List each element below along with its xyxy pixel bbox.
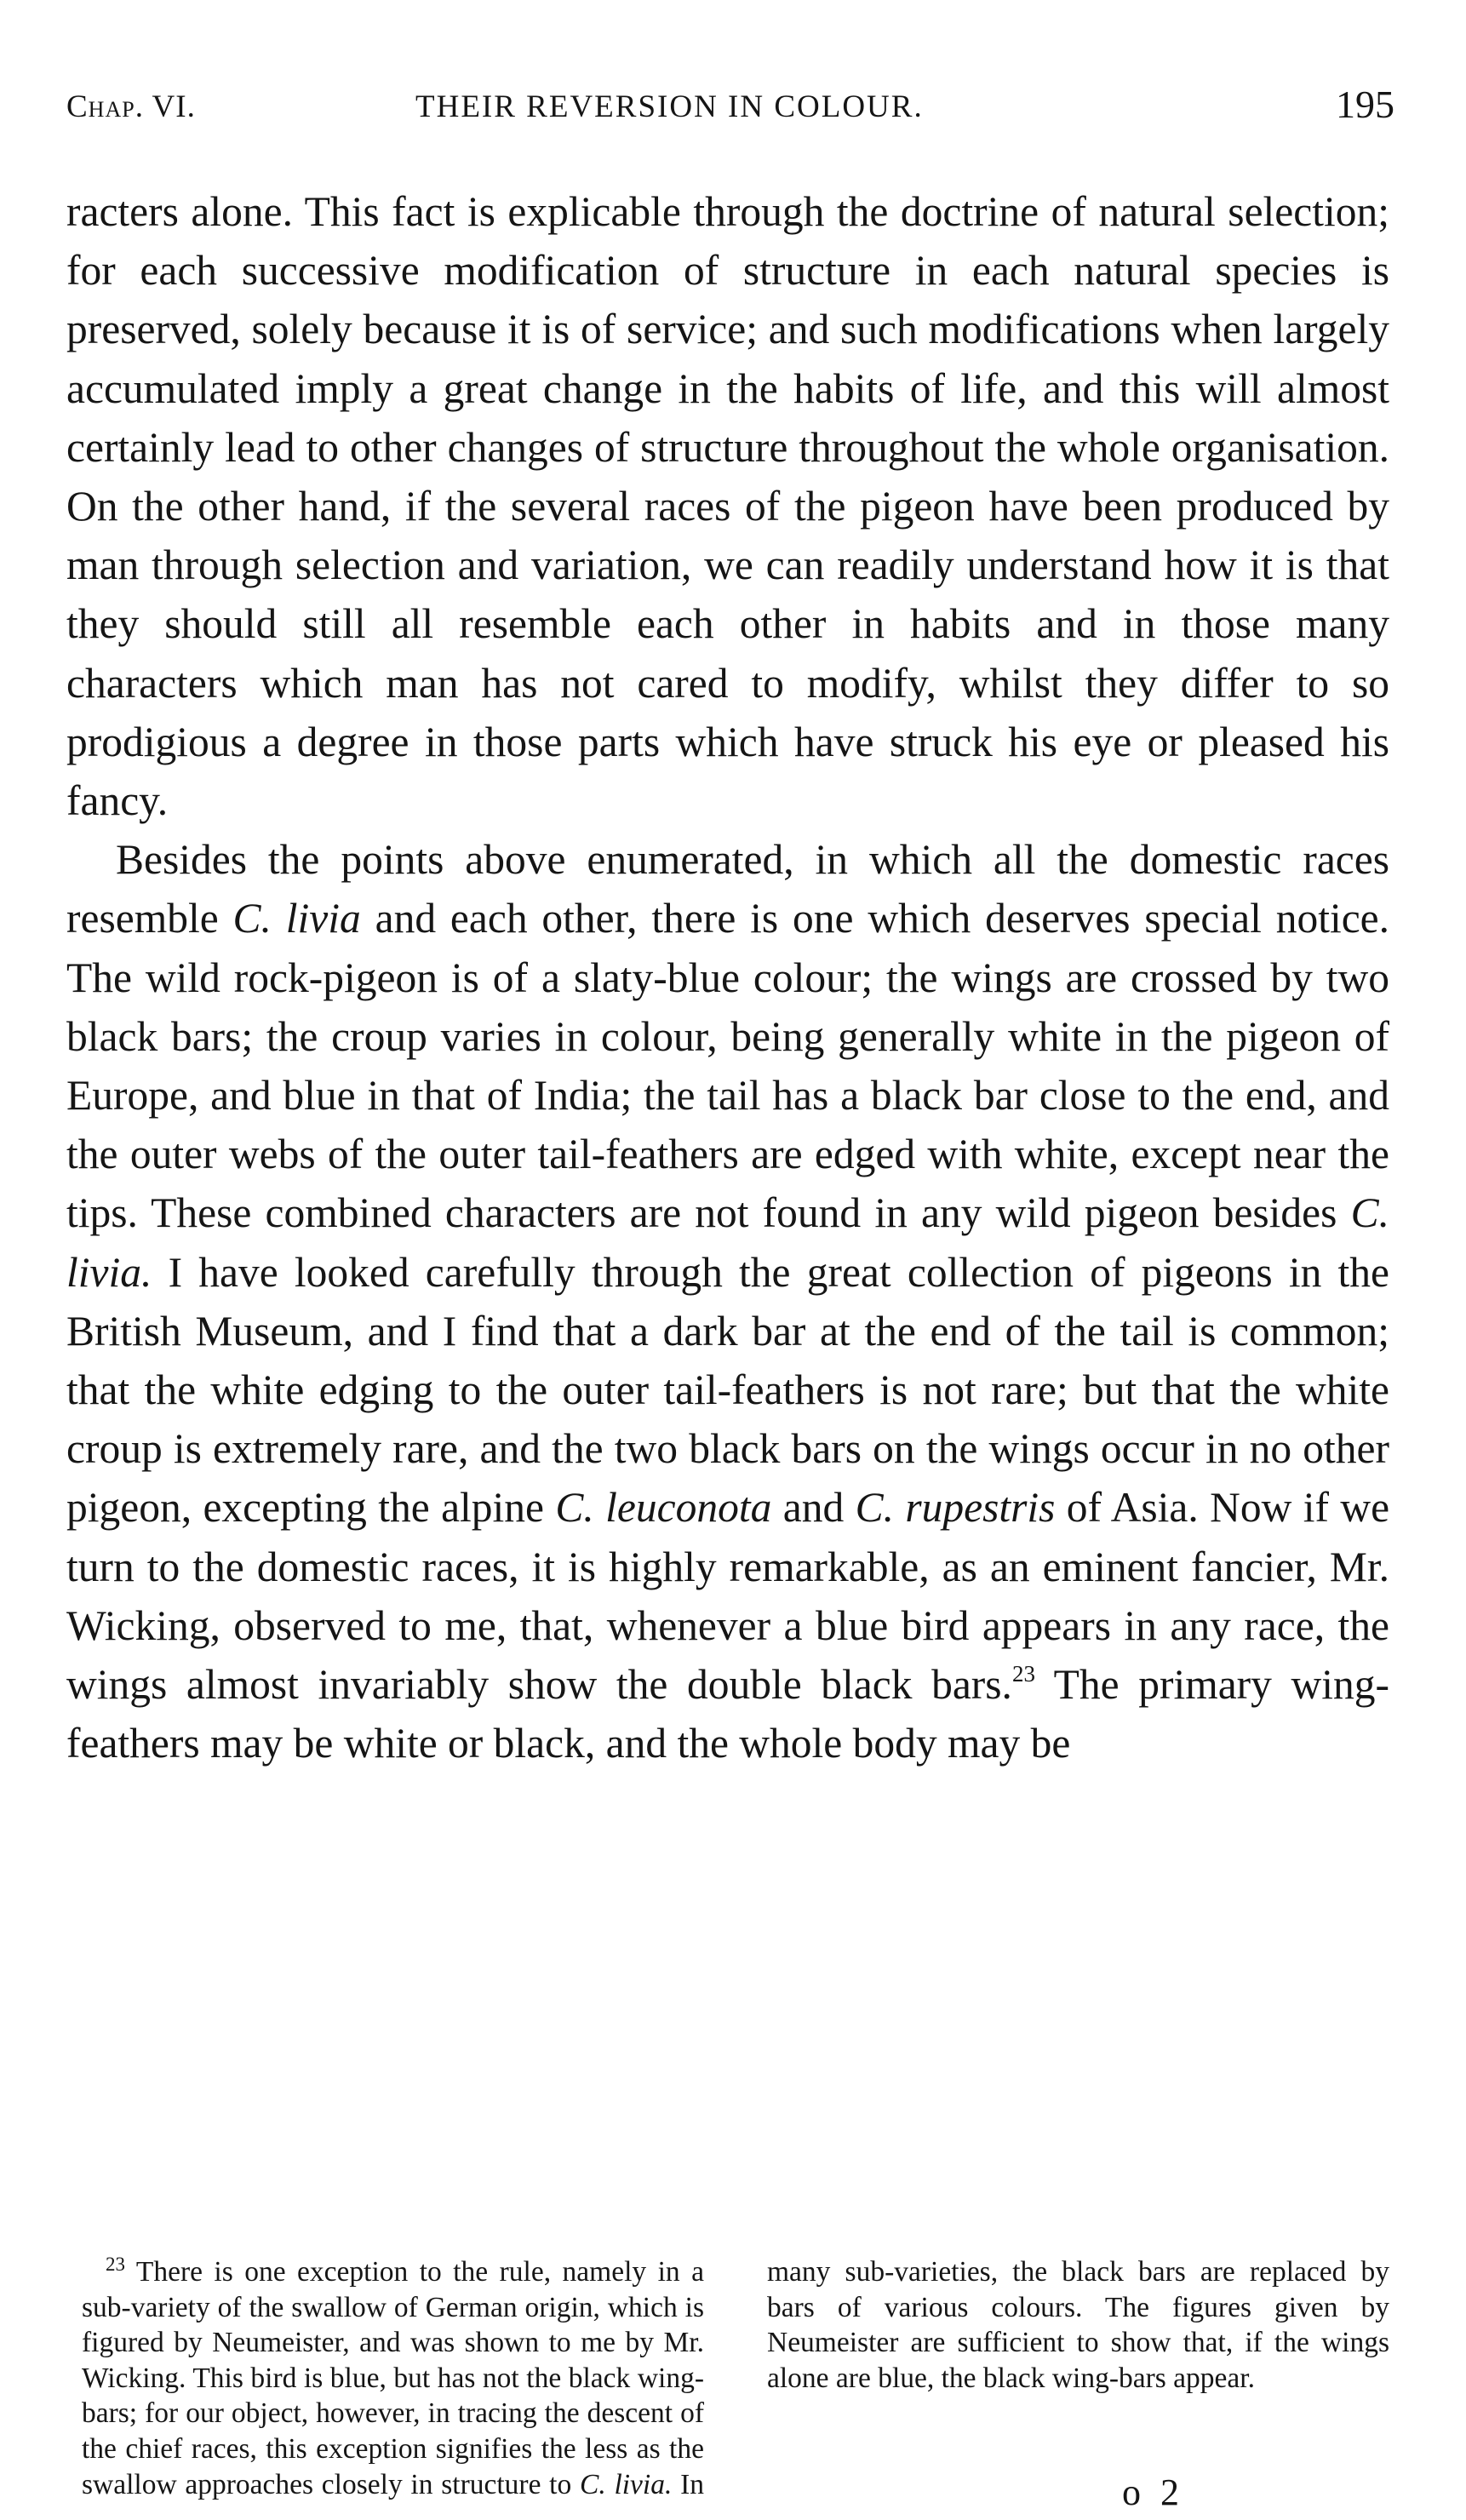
page-number: 195 — [1336, 83, 1394, 126]
running-head — [66, 82, 1394, 133]
signature-mark: o 2 — [1122, 2471, 1184, 2513]
footnote-number: 23 — [106, 2254, 125, 2275]
species-name: C. livia — [232, 895, 361, 942]
footnotes — [82, 2254, 1389, 2510]
text-run: I have looked carefully through the great collection of pigeons in the British Museum, and I find that a dark bar at the end of the tail is common; that the white edging to the outer tail-feathers is not rare; but that the white croup is extremely rare, and the two black bars on the wings occur in no other pigeon, excepting the alpine — [66, 1248, 1389, 1532]
paragraph-1: racters alone. This fact is explicable through the doctrine of natural selection; for each successive modification of structure in each natural species is preserved, solely because it is of service; and such modifications when largely accumulated imply a great change in the habits of life, and this will almost certainly lead to other changes of structure throughout the whole organisation. On the other hand, if the several races of the pigeon have been produced by man through selection and variation, we can readily understand how it is that they should still all resemble each other in habits and in those many characters which man has not cared to modify, whilst they differ to so prodigious a degree in those parts which have struck his eye or pleased his fancy. — [66, 188, 1389, 825]
chapter-label: Chap. VI. — [66, 89, 196, 124]
paragraph-2 — [66, 830, 1389, 1773]
footnote-23 — [82, 2254, 1389, 2510]
text-run: and — [782, 1484, 845, 1532]
body-text — [66, 182, 1389, 1773]
species-name: C. livia. — [579, 2468, 673, 2500]
footnote-text: In many sub-varieties, the black bars are replaced by bars of various colours. The figures given by Neumeister are sufficient to show that, if the wings alone are blue, the black wing-bars appear. — [680, 2256, 1389, 2500]
text-run: and each other, there is one which deserves special notice. The wild rock-pigeon is of a slaty-blue colour; the wings are crossed by two black bars; the croup varies in colour, being generally white in the pigeon of Europe, and blue in that of India; the tail has a black bar close to the end, and the outer webs of the outer tail-feathers are edged with white, except near the tips. These combined characters are not found in any wild pigeon besides — [66, 895, 1390, 1237]
species-name: C. rupestris — [855, 1484, 1056, 1532]
species-name: C. leuconota — [555, 1484, 772, 1532]
species-name: C. livia. — [66, 1189, 1389, 1296]
running-title: THEIR REVERSION IN COLOUR. — [415, 89, 924, 124]
text-run: of Asia. Now if we turn to the domestic races, it is highly remarkable, as an eminent fancier, Mr. Wicking, observed to me, that, whenever a blue bird appears in any race, the wings almost invariably show the double black bars. — [66, 1484, 1390, 1709]
text-run: The primary wing-feathers may be white or black, and the whole body may be — [66, 1661, 1390, 1767]
footnote-text: There is one exception to the rule, namely in a sub-variety of the swallow of German origin, which is figured by Neumeister, and was shown to me by Mr. Wicking. This bird is blue, but has not the black wing-bars; for our object, however, in tracing the descent of the chief races, this exception signifies the less as the swallow approaches closely in structure to — [82, 2256, 704, 2500]
text-run: Besides the points above enumerated, in which all the domestic races resemble — [66, 836, 1389, 942]
footnote-reference: 23 — [1011, 1661, 1035, 1687]
